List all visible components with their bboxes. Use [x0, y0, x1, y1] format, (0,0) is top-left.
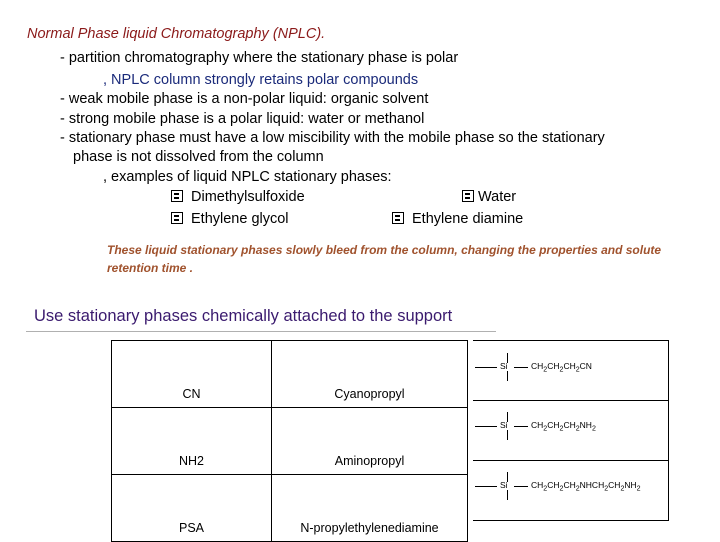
silicon-atom: Si: [500, 420, 508, 430]
table-cell-name: Aminopropyl: [272, 408, 468, 475]
list-marker-icon: [462, 190, 474, 202]
table-row: [112, 475, 468, 542]
silicon-atom: Si: [500, 361, 508, 371]
bond-line: [507, 430, 508, 440]
table-row: [112, 408, 468, 475]
structure-mid-rule-2: [473, 460, 669, 461]
stationary-phase-ethylene-diamine: Ethylene diamine: [392, 211, 523, 227]
bullet-miscibility: - stationary phase must have a low miscibility with the mobile phase so the stationary: [60, 130, 605, 146]
bond-line: [475, 367, 497, 368]
table-cell-code: PSA: [112, 475, 272, 542]
structure-right-rule: [668, 340, 669, 521]
table-cell-name: Cyanopropyl: [272, 341, 468, 408]
bond-line: [507, 490, 508, 500]
bonded-phase-table: [111, 340, 468, 542]
table-cell-name: N-propylethylenediamine: [272, 475, 468, 542]
subheading-rule: [26, 331, 496, 332]
bullet-miscibility-cont: phase is not dissolved from the column: [73, 149, 324, 165]
bond-line: [514, 367, 528, 368]
stationary-phase-dmso: Dimethylsulfoxide: [171, 189, 305, 205]
bleed-note: These liquid stationary phases slowly bleed from the column, changing the properties and solute retention time .: [107, 243, 662, 275]
bond-line: [514, 426, 528, 427]
structure-mid-rule-1: [473, 400, 669, 401]
chain-formula: $CH_2CH_2CH_2CN$: [531, 361, 592, 374]
bullet-partition: - partition chromatography where the stationary phase is polar: [60, 50, 459, 66]
chain-formula: $CH_2CH_2CH_2NHCH_2CH_2NH_2$: [531, 480, 641, 493]
list-marker-icon: [392, 212, 404, 224]
bullet-strong-mobile: - strong mobile phase is a polar liquid: water or methanol: [60, 111, 425, 127]
bond-line: [475, 426, 497, 427]
table-cell-code: CN: [112, 341, 272, 408]
table-row: [112, 341, 468, 408]
page-title: Normal Phase liquid Chromatography (NPLC).: [27, 26, 326, 42]
bullet-weak-mobile: - weak mobile phase is a non-polar liquid: organic solvent: [60, 91, 429, 107]
bullet-examples: , examples of liquid NPLC stationary phases:: [103, 169, 392, 185]
chain-formula: $CH_2CH_2CH_2NH_2$: [531, 420, 596, 433]
structure-top-rule: [473, 340, 669, 341]
bond-line: [475, 486, 497, 487]
stationary-phase-ethylene-glycol: Ethylene glycol: [171, 211, 289, 227]
stationary-phase-water: Water: [462, 189, 516, 205]
bond-line: [514, 486, 528, 487]
bond-line: [507, 371, 508, 381]
bullet-nplc-retains: , NPLC column strongly retains polar compounds: [103, 72, 419, 88]
silicon-atom: Si: [500, 480, 508, 490]
structure-bottom-rule: [473, 520, 669, 521]
subheading: Use stationary phases chemically attached to the support: [34, 307, 453, 325]
list-marker-icon: [171, 190, 183, 202]
list-marker-icon: [171, 212, 183, 224]
table-cell-code: NH2: [112, 408, 272, 475]
